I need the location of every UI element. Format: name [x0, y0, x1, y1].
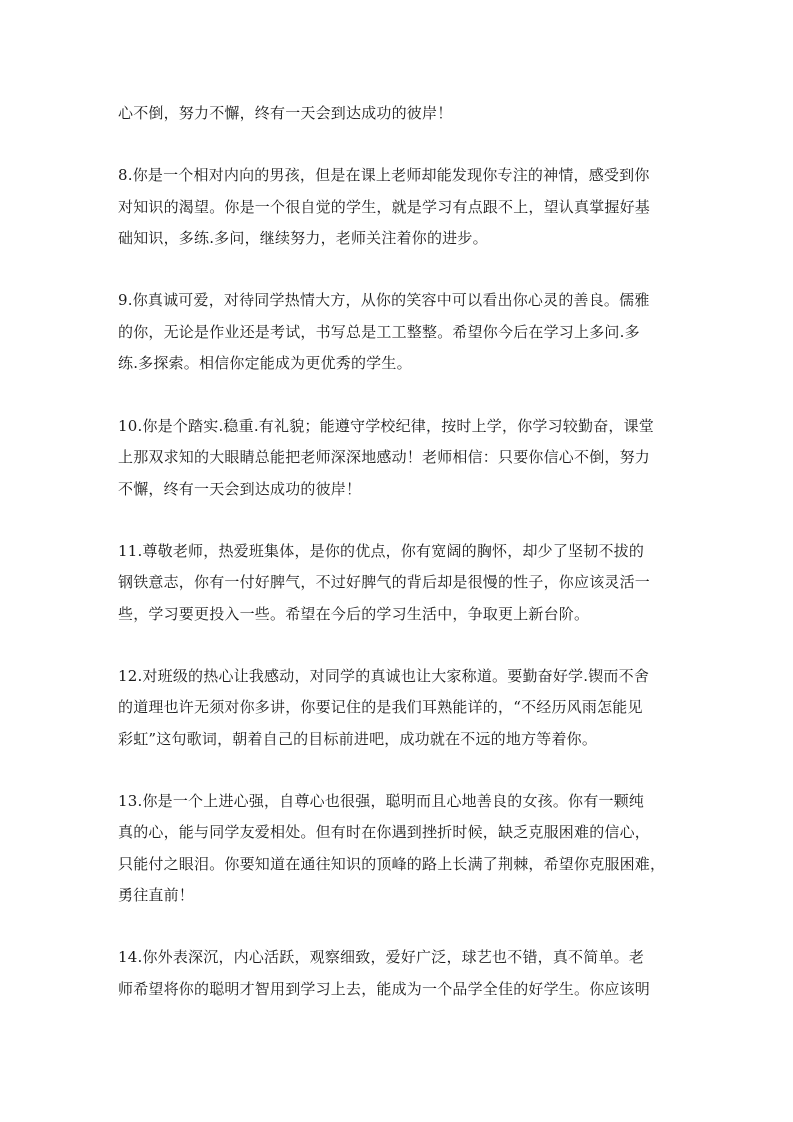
- text-line: 12.对班级的热心让我感动，对同学的真诚也让大家称道。要勤奋好学.锲而不舍: [118, 667, 650, 685]
- text-line: 上那双求知的大眼睛总能把老师深深地感动！老师相信：只要你信心不倒，努力: [118, 448, 651, 466]
- text-line: 础知识，多练.多问，继续努力，老师关注着你的进步。: [118, 229, 488, 247]
- text-line: 心不倒，努力不懈，终有一天会到达成功的彼岸！: [118, 104, 453, 122]
- text-line: 钢铁意志，你有一付好脾气，不过好脾气的背后却是很慢的性子，你应该灵活一: [118, 573, 651, 591]
- text-line: 师希望将你的聪明才智用到学习上去，能成为一个品学全佳的好学生。你应该明: [118, 980, 651, 998]
- text-line: 彩虹”这句歌词，朝着自己的目标前进吧，成功就在不远的地方等着你。: [118, 730, 598, 748]
- text-line: 的你，无论是作业还是考试，书写总是工工整整。希望你今后在学习上多问.多: [118, 323, 640, 341]
- text-line: 的道理也许无须对你多讲，你要记住的是我们耳熟能详的，“不经历风雨怎能见: [118, 698, 643, 716]
- text-line: 8.你是一个相对内向的男孩，但是在课上老师却能发现你专注的神情，感受到你: [118, 166, 650, 184]
- text-line: 不懈，终有一天会到达成功的彼岸！: [118, 480, 362, 498]
- text-line: 13.你是一个上进心强，自尊心也很强，聪明而且心地善良的女孩。你有一颗纯: [118, 792, 645, 810]
- text-line: 14.你外表深沉，内心活跃，观察细致，爱好广泛，球艺也不错，真不简单。老: [118, 948, 645, 966]
- text-line: 真的心，能与同学友爱相处。但有时在你遇到挫折时候，缺乏克服困难的信心，: [118, 823, 651, 841]
- text-line: 对知识的渴望。你是一个很自觉的学生，就是学习有点跟不上，望认真掌握好基: [118, 198, 651, 216]
- text-line: 勇往直前！: [118, 886, 195, 904]
- text-line: 10.你是个踏实.稳重.有礼貌；能遵守学校纪律，按时上学，你学习较勤奋，课堂: [118, 417, 654, 435]
- text-line: 练.多探索。相信你定能成为更优秀的学生。: [118, 354, 412, 372]
- text-line: 只能付之眼泪。你要知道在通往知识的顶峰的路上长满了荆棘，希望你克服困难，: [118, 855, 666, 873]
- text-line: 11.尊敬老师，热爱班集体，是你的优点，你有宽阔的胸怀，却少了坚韧不拔的: [118, 542, 645, 560]
- text-line: 些，学习要更投入一些。希望在今后的学习生活中，争取更上新台阶。: [118, 605, 590, 623]
- text-line: 9.你真诚可爱，对待同学热情大方，从你的笑容中可以看出你心灵的善良。儒雅: [118, 291, 650, 309]
